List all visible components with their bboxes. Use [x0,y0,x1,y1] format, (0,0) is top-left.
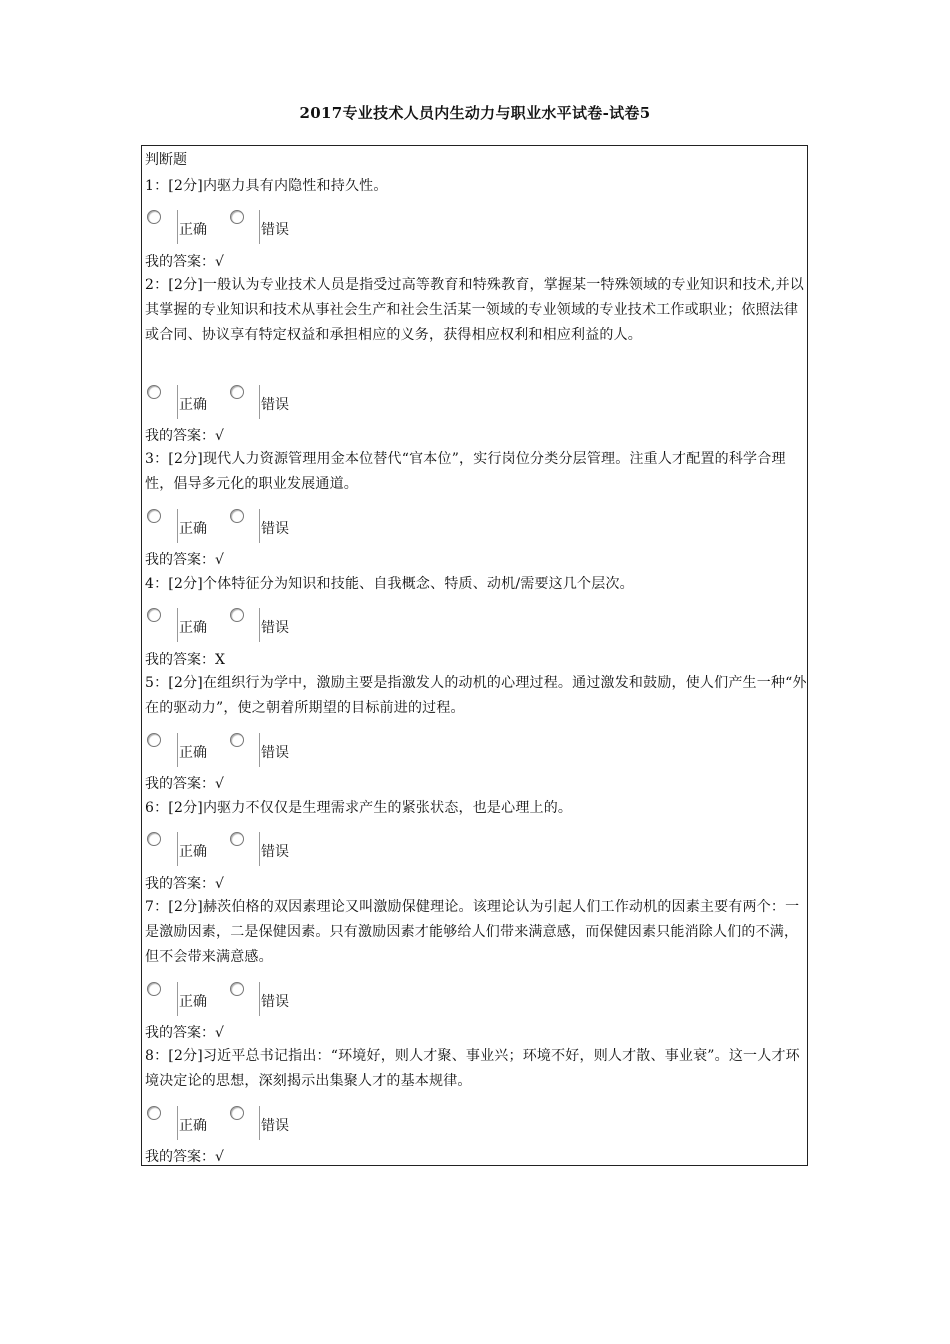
option-divider [177,509,178,543]
answer-value: √ [215,876,224,892]
option-divider [177,210,178,244]
radio-false[interactable] [230,733,244,747]
question-text: 4：[2分]个体特征分为知识和技能、自我概念、特质、动机/需要这几个层次。 [145,576,634,592]
option-false-label: 错误 [261,1118,289,1134]
my-answer [145,650,225,670]
answer-value: √ [215,254,224,270]
radio-true[interactable] [147,733,161,747]
radio-false[interactable] [230,832,244,846]
option-false-label: 错误 [261,521,289,537]
question-text: 3：[2分]现代人力资源管理用金本位替代“官本位”，实行岗位分类分层管理。注重人才配置的科学合理性，倡导多元化的职业发展通道。 [145,451,786,492]
answer-prefix: 我的答案： [145,254,215,270]
radio-true[interactable] [147,210,161,224]
radio-true[interactable] [147,982,161,996]
answer-value: √ [215,428,224,444]
option-false-label: 错误 [261,397,289,413]
answer-prefix: 我的答案： [145,876,215,892]
option-divider [259,385,260,419]
document-title: 2017专业技术人员内生动力与职业水平试卷-试卷5 [299,104,651,122]
option-true-label: 正确 [179,1118,207,1134]
radio-false[interactable] [230,210,244,224]
answer-options [145,210,445,250]
option-true-label: 正确 [179,397,207,413]
option-divider [259,982,260,1016]
option-divider [259,832,260,866]
option-divider [177,832,178,866]
option-true-label: 正确 [179,620,207,636]
answer-options [145,385,445,425]
radio-false[interactable] [230,385,244,399]
option-true-label: 正确 [179,745,207,761]
option-divider [259,733,260,767]
radio-true[interactable] [147,832,161,846]
question-text: 7：[2分]赫茨伯格的双因素理论又叫激励保健理论。该理论认为引起人们工作动机的因素主要有两个：一是激励因素，二是保健因素。只有激励因素才能够给人们带来满意感，而保健因素只能消除人们的不满，但不会带来满意感。 [145,899,800,965]
answer-options [145,832,445,872]
radio-true[interactable] [147,1106,161,1120]
radio-false[interactable] [230,608,244,622]
option-true-label: 正确 [179,521,207,537]
my-answer [145,550,224,570]
my-answer [145,1147,224,1167]
option-false-label: 错误 [261,620,289,636]
answer-value: √ [215,1149,224,1165]
question-text: 2：[2分]一般认为专业技术人员是指受过高等教育和特殊教育，掌握某一特殊领域的专业知识和技术,并以其掌握的专业知识和技术从事社会生产和社会生活某一领域的专业领域的专业技术工作或职业；依照法律或合同、协议享有特定权益和承担相应的义务，获得相应权利和相应利益的人。 [145,277,804,343]
option-false-label: 错误 [261,844,289,860]
answer-value: X [215,652,225,668]
answer-prefix: 我的答案： [145,1025,215,1041]
answer-value: √ [215,776,224,792]
option-divider [177,1106,178,1140]
radio-false[interactable] [230,509,244,523]
radio-false[interactable] [230,982,244,996]
radio-false[interactable] [230,1106,244,1120]
question-text: 1：[2分]内驱力具有内隐性和持久性。 [145,178,388,194]
option-divider [177,608,178,642]
option-divider [259,608,260,642]
option-false-label: 错误 [261,994,289,1010]
answer-options [145,1106,445,1146]
option-divider [177,982,178,1016]
radio-true[interactable] [147,385,161,399]
question-text: 6：[2分]内驱力不仅仅是生理需求产生的紧张状态，也是心理上的。 [145,800,573,816]
answer-prefix: 我的答案： [145,552,215,568]
answer-options [145,608,445,648]
option-divider [259,210,260,244]
answer-value: √ [215,552,224,568]
my-answer [145,426,224,446]
my-answer [145,1023,224,1043]
answer-prefix: 我的答案： [145,652,215,668]
my-answer [145,874,224,894]
option-true-label: 正确 [179,222,207,238]
my-answer [145,252,224,272]
section-label: 判断题 [145,152,187,168]
answer-options [145,733,445,773]
my-answer [145,774,224,794]
answer-options [145,509,445,549]
answer-prefix: 我的答案： [145,428,215,444]
option-true-label: 正确 [179,844,207,860]
option-divider [259,1106,260,1140]
option-divider [177,733,178,767]
option-true-label: 正确 [179,994,207,1010]
option-false-label: 错误 [261,222,289,238]
question-text: 5：[2分]在组织行为学中，激励主要是指激发人的动机的心理过程。通过激发和鼓励，使人们产生一种“外在的驱动力”，使之朝着所期望的目标前进的过程。 [145,675,807,716]
radio-true[interactable] [147,608,161,622]
option-false-label: 错误 [261,745,289,761]
answer-prefix: 我的答案： [145,776,215,792]
option-divider [177,385,178,419]
answer-prefix: 我的答案： [145,1149,215,1165]
option-divider [259,509,260,543]
question-text: 8：[2分]习近平总书记指出：“环境好，则人才聚、事业兴；环境不好，则人才散、事业衰”。这一人才环境决定论的思想，深刻揭示出集聚人才的基本规律。 [145,1048,800,1089]
answer-options [145,982,445,1022]
answer-value: √ [215,1025,224,1041]
radio-true[interactable] [147,509,161,523]
